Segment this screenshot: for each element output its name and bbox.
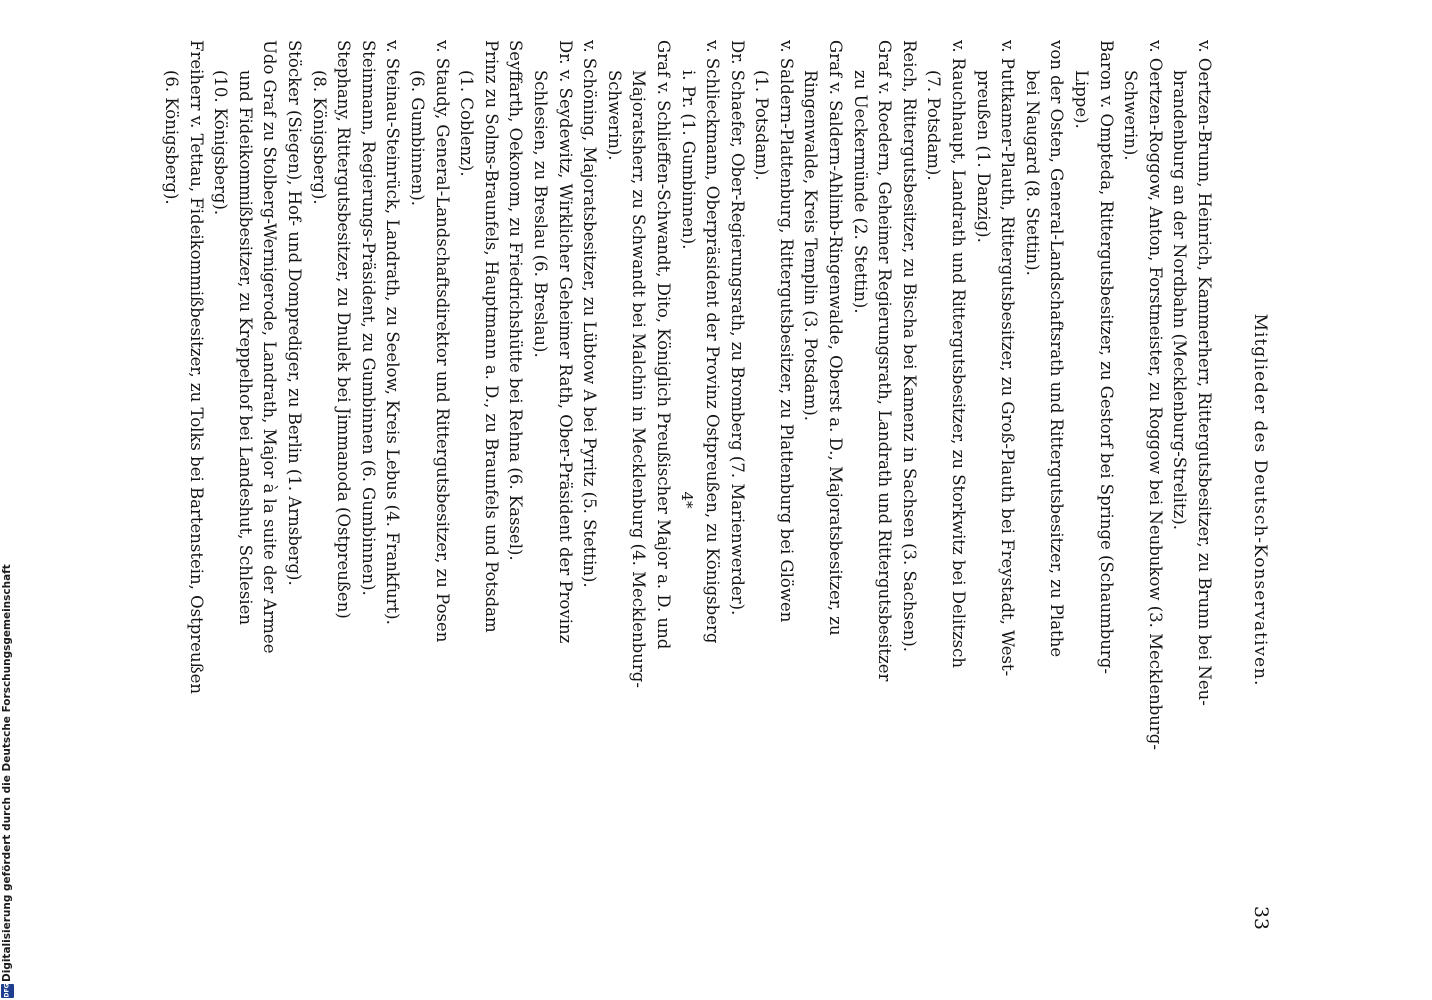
list-item — [601, 40, 675, 970]
list-item — [970, 40, 1019, 970]
entry-line: v. Steinau-Steinrück, Landrath, zu Seelow, Kreis Lebus (4. Frankfurt). — [383, 40, 403, 625]
list-item — [355, 40, 380, 970]
list-item — [1167, 40, 1216, 970]
list-item — [798, 40, 847, 970]
signature-mark: 4* — [678, 491, 696, 509]
list-item — [1068, 40, 1117, 970]
entry-line: (6. Königsberg). — [162, 70, 182, 205]
entry-line: Freiherr v. Tettau, Fideikommißbesitzer, zu Tolks bei Bartenstein, Ostpreußen — [186, 40, 206, 694]
running-title: Mitglieder des Deutsch-Konservativen. — [1250, 313, 1270, 687]
entry-line: Reich, Rittergutsbesitzer, zu Bischa bei Kamenz in Sachsen (3. Sachsen). — [899, 40, 919, 653]
entry-line: v. Saldern-Plattenburg, Rittergutsbesitzer, zu Plattenburg bei Glöwen — [776, 40, 796, 623]
entry-line: Dr. Schaefer, Ober-Regierungsrath, zu Bromberg (7. Marienwerder). — [727, 40, 747, 616]
list-item — [503, 40, 528, 970]
scanned-page — [162, 0, 1308, 1000]
entry-line: i. Pr. (1. Gumbinnen). — [678, 70, 698, 250]
list-item — [724, 40, 749, 970]
entry-line: und Fideikommißbesitzer, zu Kreppelhof bei Landeshut, Schlesien — [235, 70, 255, 626]
dfg-logo-label: DFG — [3, 983, 11, 998]
entry-line: Prinz zu Solms-Braunfels, Hauptmann a. D., zu Braunfels und Potsdam — [481, 40, 501, 633]
entry-line: Lippe). — [1072, 70, 1092, 129]
list-item — [1019, 40, 1068, 970]
entry-line: Majoratsherr, zu Schwandt bei Malchin in Mecklenburg (4. Mecklenburg- — [629, 70, 649, 688]
entry-line: zu Ueckermünde (2. Stettin). — [850, 70, 870, 314]
entry-line: Steinmann, Regierungs-Präsident, zu Gumbinnen (6. Gumbinnen). — [358, 40, 378, 596]
entry-line: v. Schöning, Majoratsbesitzer, zu Lübtow A bei Pyritz (5. Stettin). — [580, 40, 600, 588]
list-item — [847, 40, 896, 970]
list-item — [306, 40, 355, 970]
entry-line: Schwerin). — [1121, 70, 1141, 161]
entry-line: von der Osten, General-Landschaftsrath und Rittergutsbesitzer, zu Plathe — [1047, 40, 1067, 658]
entry-line: v. Staudy, General-Landschaftsdirektor und Rittergutsbesitzer, zu Posen — [432, 40, 452, 643]
entry-line: (10. Königsberg). — [211, 70, 231, 216]
entry-line: (6. Gumbinnen). — [408, 70, 427, 207]
entry-line: v. Puttkamer-Plauth, Rittergutsbesitzer, zu Groß-Plauth bei Freystadt, West- — [998, 40, 1018, 677]
entry-line: bei Naugard (8. Stettin). — [1022, 70, 1042, 276]
entry-line: Baron v. Ompteda, Rittergutsbesitzer, zu Gestorf bei Springe (Schaumburg- — [1096, 40, 1116, 674]
entry-line: Udo Graf zu Stolberg-Wernigerode, Landrath, Major à la suite der Armee — [260, 40, 280, 654]
list-item — [454, 40, 503, 970]
entry-line: preußen (1. Danzig). — [973, 70, 993, 243]
list-item — [577, 40, 602, 970]
page-number: 33 — [1250, 905, 1272, 930]
page-header — [1238, 0, 1278, 1000]
list-item — [281, 40, 306, 970]
entry-line: Seyffarth, Oekonom, zu Friedrichshütte bei Rehna (6. Kassel). — [506, 40, 526, 561]
entry-line: brandenburg an der Nordbahn (Mecklenburg-Strelitz). — [1170, 70, 1190, 531]
entry-line: Graf v. Roedern, Geheimer Regierungsrath, Landrath und Rittergutsbesitzer — [875, 40, 895, 682]
entry-line: v. Rauchhaupt, Landrath und Rittergutsbesitzer, zu Storkwitz bei Delitzsch — [949, 40, 969, 668]
entry-line: Graf v. Schlieffen-Schwandt, Dito, Königlich Preußischer Major a. D. und — [653, 40, 673, 650]
entry-line: Stöcker (Siegen), Hof- und Domprediger, zu Berlin (1. Arnsberg). — [285, 40, 305, 586]
entry-line: Schwerin). — [604, 70, 624, 161]
entry-line: v. Oertzen-Brunn, Heinrich, Kammerherr, Rittergutsbesitzer, zu Brunn bei Neu- — [1195, 40, 1214, 706]
list-item — [749, 40, 798, 970]
list-item — [1118, 40, 1167, 970]
entry-line: v. Schlieckmann, Oberpräsident der Provinz Ostpreußen, zu Königsberg — [703, 40, 723, 644]
list-item — [380, 40, 405, 970]
entry-line: Dr. v. Seydewitz, Wirklicher Geheimer Rath, Ober-Präsident der Provinz — [555, 40, 575, 644]
credit-text: Digitalisierung gefördert durch die Deutsche Forschungsgemeinschaft — [1, 564, 13, 982]
list-item — [158, 40, 207, 970]
list-item — [896, 40, 921, 970]
list-item — [921, 40, 970, 970]
list-item — [208, 40, 282, 970]
entry-line: v. Oertzen-Roggow, Anton, Forstmeister, zu Roggow bei Neubukow (3. Mecklenburg- — [1145, 40, 1165, 750]
entry-line: Schlesien, zu Breslau (6. Breslau). — [530, 70, 550, 358]
list-item — [404, 40, 453, 970]
dfg-logo-icon — [1, 984, 14, 998]
entry-line: (1. Potsdam). — [752, 70, 772, 181]
digitization-credit — [0, 564, 14, 1000]
entry-line: Ringenwalde, Kreis Templin (3. Potsdam). — [801, 70, 821, 422]
list-item — [527, 40, 576, 970]
entry-line: (8. Königsberg). — [309, 70, 329, 205]
entry-line: Stephany, Rittergutsbesitzer, zu Dnulek bei Jimmanoda (Ostpreußen) — [334, 40, 354, 619]
entry-line: (1. Coblenz). — [457, 70, 477, 177]
entry-line: Graf v. Saldern-Ahlimb-Ringenwalde, Oberst a. D., Majoratsbesitzer, zu — [826, 40, 846, 636]
entry-line: (7. Potsdam). — [924, 70, 944, 181]
